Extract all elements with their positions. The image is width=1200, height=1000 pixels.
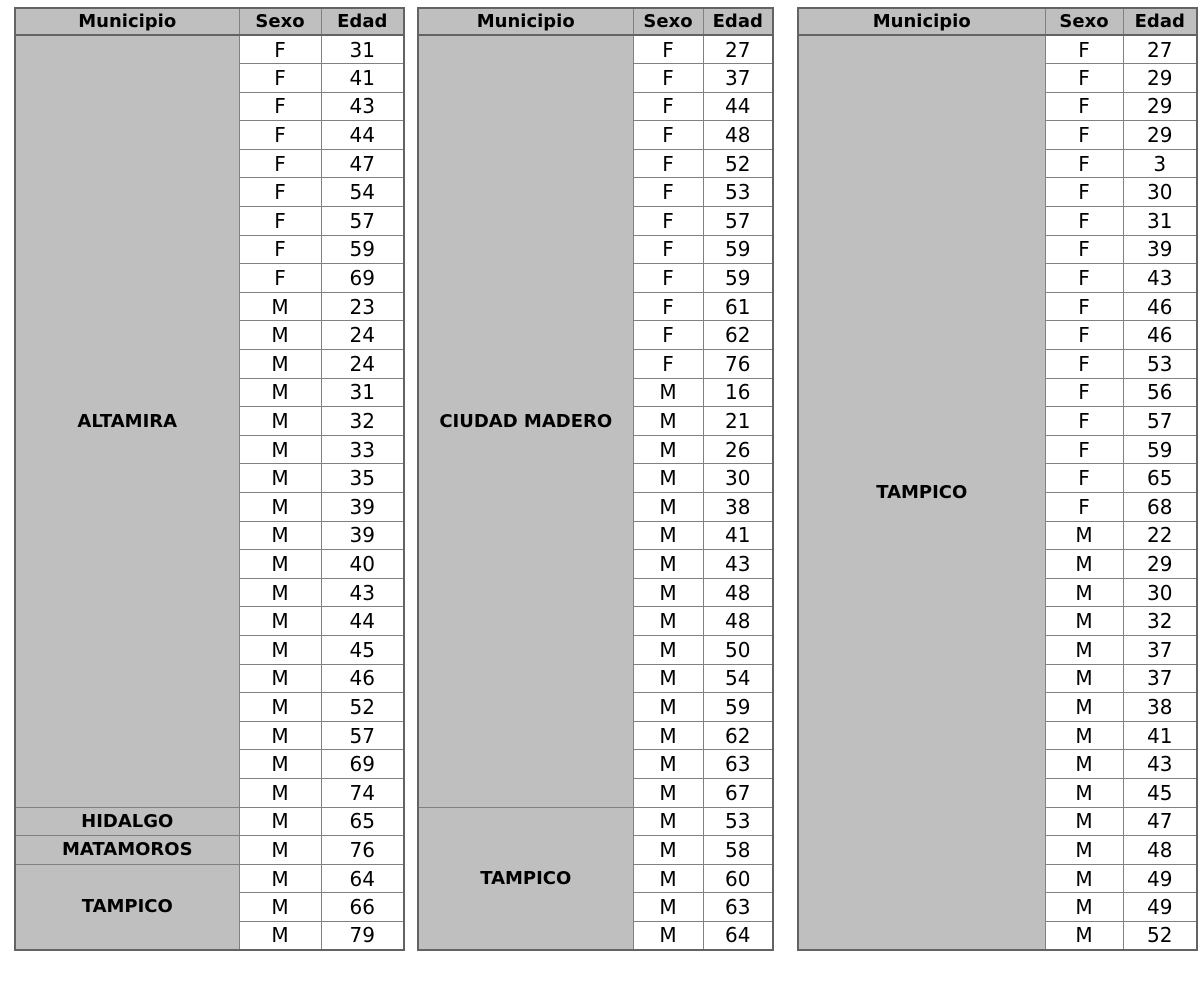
sexo-cell: F — [1045, 35, 1123, 64]
sexo-cell: F — [1045, 435, 1123, 464]
edad-cell: 29 — [1123, 550, 1197, 579]
edad-cell: 44 — [703, 92, 773, 121]
edad-cell: 29 — [1123, 121, 1197, 150]
edad-cell: 52 — [703, 149, 773, 178]
edad-cell: 37 — [1123, 635, 1197, 664]
edad-cell: 24 — [321, 321, 404, 350]
edad-header: Edad — [1123, 8, 1197, 35]
header-row — [418, 8, 773, 35]
edad-cell: 53 — [1123, 350, 1197, 379]
edad-cell: 68 — [1123, 493, 1197, 522]
edad-cell: 33 — [321, 435, 404, 464]
header-row — [15, 8, 404, 35]
edad-cell: 47 — [321, 149, 404, 178]
sexo-cell: M — [633, 578, 703, 607]
sexo-cell: M — [633, 693, 703, 722]
edad-cell: 50 — [703, 635, 773, 664]
edad-cell: 30 — [1123, 578, 1197, 607]
header-row — [798, 8, 1197, 35]
sexo-cell: M — [1045, 550, 1123, 579]
sexo-cell: M — [239, 836, 321, 865]
municipio-header: Municipio — [418, 8, 633, 35]
sexo-cell: M — [239, 635, 321, 664]
sexo-cell: F — [1045, 207, 1123, 236]
sexo-cell: F — [633, 121, 703, 150]
edad-cell: 47 — [1123, 807, 1197, 836]
sexo-cell: M — [239, 378, 321, 407]
municipio-table-1 — [14, 7, 405, 951]
edad-cell: 46 — [1123, 292, 1197, 321]
edad-cell: 48 — [1123, 836, 1197, 865]
sexo-cell: F — [633, 178, 703, 207]
sexo-header: Sexo — [239, 8, 321, 35]
tables-row — [14, 7, 1198, 951]
table-row — [15, 836, 404, 865]
edad-cell: 76 — [321, 836, 404, 865]
sexo-cell: M — [633, 721, 703, 750]
edad-cell: 32 — [1123, 607, 1197, 636]
sexo-cell: M — [239, 807, 321, 836]
edad-cell: 39 — [321, 493, 404, 522]
edad-cell: 62 — [703, 721, 773, 750]
municipio-cell: TAMPICO — [15, 864, 239, 950]
sexo-cell: M — [239, 435, 321, 464]
sexo-cell: F — [633, 292, 703, 321]
edad-cell: 67 — [703, 778, 773, 807]
edad-cell: 64 — [703, 921, 773, 950]
sexo-cell: M — [633, 778, 703, 807]
municipio-cell: MATAMOROS — [15, 836, 239, 865]
sexo-cell: M — [633, 378, 703, 407]
sexo-cell: M — [239, 693, 321, 722]
edad-cell: 48 — [703, 121, 773, 150]
sexo-cell: M — [239, 893, 321, 922]
edad-cell: 23 — [321, 292, 404, 321]
sexo-cell: F — [1045, 350, 1123, 379]
sexo-cell: M — [633, 807, 703, 836]
sexo-cell: M — [239, 321, 321, 350]
edad-cell: 59 — [703, 264, 773, 293]
sexo-cell: M — [633, 464, 703, 493]
sexo-cell: F — [633, 321, 703, 350]
edad-cell: 37 — [1123, 664, 1197, 693]
edad-cell: 63 — [703, 750, 773, 779]
sexo-cell: M — [633, 750, 703, 779]
edad-header: Edad — [703, 8, 773, 35]
municipio-cell: TAMPICO — [418, 807, 633, 950]
sexo-cell: M — [1045, 578, 1123, 607]
edad-cell: 39 — [1123, 235, 1197, 264]
table-1-header — [15, 8, 404, 35]
edad-cell: 30 — [1123, 178, 1197, 207]
sexo-cell: F — [1045, 64, 1123, 93]
edad-cell: 57 — [703, 207, 773, 236]
sexo-cell: F — [633, 64, 703, 93]
sexo-cell: M — [633, 407, 703, 436]
edad-cell: 69 — [321, 264, 404, 293]
edad-cell: 57 — [1123, 407, 1197, 436]
edad-cell: 3 — [1123, 149, 1197, 178]
sexo-cell: M — [633, 550, 703, 579]
sexo-cell: M — [633, 607, 703, 636]
municipio-cell: ALTAMIRA — [15, 35, 239, 807]
edad-cell: 41 — [321, 64, 404, 93]
sexo-cell: M — [633, 893, 703, 922]
sexo-cell: M — [239, 464, 321, 493]
edad-cell: 54 — [321, 178, 404, 207]
sexo-cell: M — [1045, 778, 1123, 807]
edad-cell: 21 — [703, 407, 773, 436]
sexo-cell: M — [633, 864, 703, 893]
edad-cell: 35 — [321, 464, 404, 493]
table-row — [418, 35, 773, 64]
sexo-cell: F — [1045, 235, 1123, 264]
edad-cell: 43 — [1123, 750, 1197, 779]
sexo-cell: M — [239, 578, 321, 607]
municipio-header: Municipio — [798, 8, 1045, 35]
sexo-cell: F — [239, 264, 321, 293]
sexo-cell: F — [239, 178, 321, 207]
sexo-cell: F — [1045, 264, 1123, 293]
sexo-cell: M — [239, 721, 321, 750]
edad-cell: 43 — [1123, 264, 1197, 293]
sexo-cell: F — [239, 235, 321, 264]
sexo-cell: M — [239, 864, 321, 893]
sexo-cell: F — [1045, 321, 1123, 350]
table-1-body — [15, 35, 404, 950]
sexo-cell: M — [239, 350, 321, 379]
edad-cell: 45 — [1123, 778, 1197, 807]
edad-cell: 32 — [321, 407, 404, 436]
sexo-cell: F — [633, 235, 703, 264]
edad-cell: 45 — [321, 635, 404, 664]
sexo-cell: M — [633, 521, 703, 550]
edad-cell: 44 — [321, 607, 404, 636]
edad-cell: 54 — [703, 664, 773, 693]
sexo-cell: F — [633, 350, 703, 379]
sexo-cell: F — [1045, 292, 1123, 321]
sexo-cell: M — [1045, 893, 1123, 922]
sexo-cell: M — [1045, 921, 1123, 950]
table-row — [15, 35, 404, 64]
sexo-cell: F — [1045, 407, 1123, 436]
sexo-cell: M — [239, 550, 321, 579]
edad-cell: 65 — [1123, 464, 1197, 493]
edad-cell: 79 — [321, 921, 404, 950]
sexo-cell: F — [1045, 149, 1123, 178]
edad-cell: 59 — [321, 235, 404, 264]
table-3-header — [798, 8, 1197, 35]
sexo-cell: M — [1045, 721, 1123, 750]
sexo-header: Sexo — [633, 8, 703, 35]
edad-header: Edad — [321, 8, 404, 35]
edad-cell: 26 — [703, 435, 773, 464]
edad-cell: 69 — [321, 750, 404, 779]
edad-cell: 59 — [1123, 435, 1197, 464]
sexo-cell: M — [239, 750, 321, 779]
edad-cell: 52 — [321, 693, 404, 722]
sexo-cell: M — [633, 493, 703, 522]
edad-cell: 46 — [321, 664, 404, 693]
sexo-cell: F — [239, 35, 321, 64]
sexo-cell: F — [1045, 464, 1123, 493]
edad-cell: 22 — [1123, 521, 1197, 550]
sexo-cell: M — [633, 635, 703, 664]
edad-cell: 63 — [703, 893, 773, 922]
sexo-cell: F — [1045, 92, 1123, 121]
sexo-cell: M — [1045, 693, 1123, 722]
municipio-cell: TAMPICO — [798, 35, 1045, 950]
edad-cell: 27 — [703, 35, 773, 64]
edad-cell: 52 — [1123, 921, 1197, 950]
edad-cell: 30 — [703, 464, 773, 493]
sexo-cell: M — [1045, 750, 1123, 779]
sexo-cell: M — [1045, 635, 1123, 664]
sexo-cell: F — [633, 264, 703, 293]
sexo-cell: M — [633, 435, 703, 464]
edad-cell: 48 — [703, 607, 773, 636]
edad-cell: 53 — [703, 807, 773, 836]
edad-cell: 27 — [1123, 35, 1197, 64]
edad-cell: 43 — [321, 92, 404, 121]
edad-cell: 41 — [703, 521, 773, 550]
municipio-table-3 — [797, 7, 1198, 951]
edad-cell: 48 — [703, 578, 773, 607]
table-2-header — [418, 8, 773, 35]
sexo-cell: F — [239, 149, 321, 178]
edad-cell: 58 — [703, 836, 773, 865]
edad-cell: 56 — [1123, 378, 1197, 407]
sexo-cell: F — [633, 207, 703, 236]
table-row — [15, 807, 404, 836]
sexo-header: Sexo — [1045, 8, 1123, 35]
sexo-cell: F — [239, 64, 321, 93]
sexo-cell: F — [633, 149, 703, 178]
sexo-cell: M — [239, 607, 321, 636]
municipio-header: Municipio — [15, 8, 239, 35]
edad-cell: 65 — [321, 807, 404, 836]
edad-cell: 49 — [1123, 893, 1197, 922]
edad-cell: 64 — [321, 864, 404, 893]
sexo-cell: M — [1045, 521, 1123, 550]
edad-cell: 76 — [703, 350, 773, 379]
sexo-cell: F — [1045, 178, 1123, 207]
edad-cell: 49 — [1123, 864, 1197, 893]
edad-cell: 57 — [321, 721, 404, 750]
municipio-cell: CIUDAD MADERO — [418, 35, 633, 807]
sexo-cell: M — [1045, 607, 1123, 636]
edad-cell: 31 — [321, 378, 404, 407]
sexo-cell: F — [633, 92, 703, 121]
sexo-cell: M — [1045, 664, 1123, 693]
sexo-cell: M — [239, 493, 321, 522]
sexo-cell: F — [239, 92, 321, 121]
table-row — [418, 807, 773, 836]
table-2-body — [418, 35, 773, 950]
edad-cell: 44 — [321, 121, 404, 150]
sexo-cell: M — [239, 778, 321, 807]
sexo-cell: M — [239, 664, 321, 693]
edad-cell: 16 — [703, 378, 773, 407]
edad-cell: 53 — [703, 178, 773, 207]
sexo-cell: M — [1045, 807, 1123, 836]
municipio-cell: HIDALGO — [15, 807, 239, 836]
edad-cell: 74 — [321, 778, 404, 807]
sexo-cell: M — [239, 292, 321, 321]
edad-cell: 59 — [703, 693, 773, 722]
sexo-cell: M — [1045, 864, 1123, 893]
sexo-cell: F — [239, 207, 321, 236]
edad-cell: 41 — [1123, 721, 1197, 750]
sexo-cell: M — [239, 921, 321, 950]
edad-cell: 40 — [321, 550, 404, 579]
sexo-cell: F — [1045, 121, 1123, 150]
edad-cell: 38 — [1123, 693, 1197, 722]
table-row — [15, 864, 404, 893]
edad-cell: 61 — [703, 292, 773, 321]
table-3-body — [798, 35, 1197, 950]
edad-cell: 24 — [321, 350, 404, 379]
sexo-cell: F — [633, 35, 703, 64]
sexo-cell: F — [1045, 378, 1123, 407]
edad-cell: 37 — [703, 64, 773, 93]
sexo-cell: M — [633, 664, 703, 693]
edad-cell: 66 — [321, 893, 404, 922]
sexo-cell: M — [633, 921, 703, 950]
sexo-cell: F — [1045, 493, 1123, 522]
sexo-cell: M — [633, 836, 703, 865]
edad-cell: 43 — [703, 550, 773, 579]
edad-cell: 62 — [703, 321, 773, 350]
sexo-cell: M — [239, 407, 321, 436]
edad-cell: 59 — [703, 235, 773, 264]
edad-cell: 31 — [1123, 207, 1197, 236]
edad-cell: 57 — [321, 207, 404, 236]
sexo-cell: M — [239, 521, 321, 550]
edad-cell: 31 — [321, 35, 404, 64]
edad-cell: 39 — [321, 521, 404, 550]
edad-cell: 60 — [703, 864, 773, 893]
sexo-cell: M — [1045, 836, 1123, 865]
edad-cell: 43 — [321, 578, 404, 607]
municipio-table-2 — [417, 7, 774, 951]
edad-cell: 29 — [1123, 92, 1197, 121]
table-row — [798, 35, 1197, 64]
edad-cell: 38 — [703, 493, 773, 522]
edad-cell: 46 — [1123, 321, 1197, 350]
edad-cell: 29 — [1123, 64, 1197, 93]
sexo-cell: F — [239, 121, 321, 150]
